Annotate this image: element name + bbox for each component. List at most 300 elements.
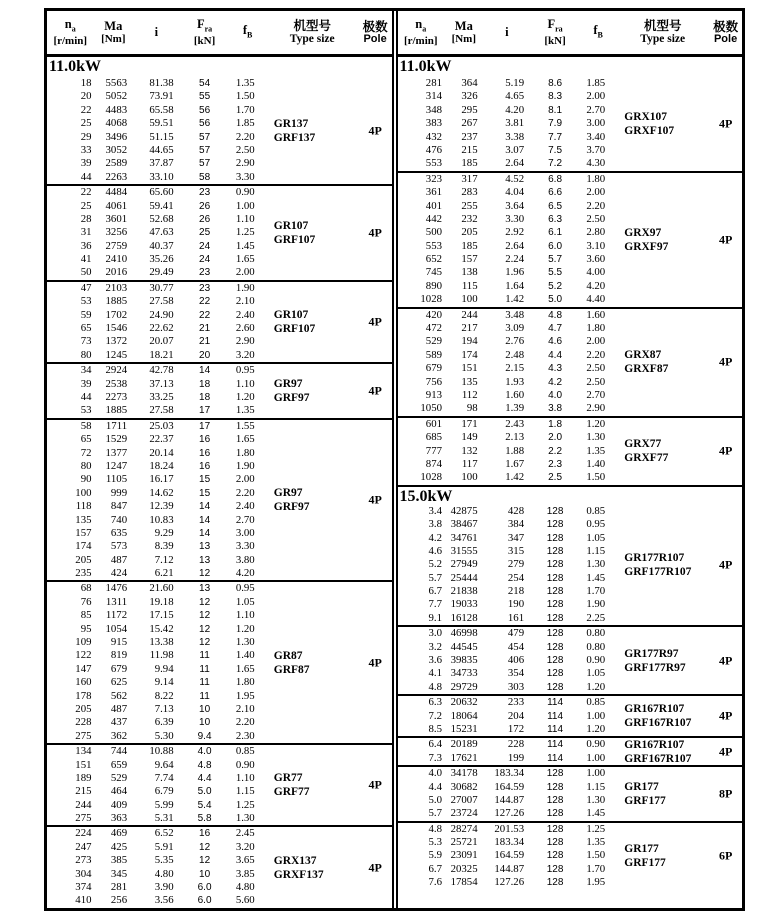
fra-value: 16 [199, 828, 211, 840]
type-size-line: GRX137 [273, 854, 317, 867]
na-value: 41 [80, 253, 92, 266]
torque-value: 244 [461, 308, 478, 321]
ratio-value: 354 [507, 667, 525, 680]
fb-value: 1.20 [235, 390, 255, 403]
fb-value: 2.90 [586, 402, 606, 415]
torque-value: 174 [461, 348, 478, 361]
table-row [47, 500, 392, 513]
fra-value: 11 [199, 690, 210, 702]
torque-value: 115 [461, 279, 478, 292]
fra-value: 12 [199, 623, 211, 635]
torque-value: 1885 [105, 404, 128, 417]
ratio-value: 5.99 [154, 798, 174, 811]
fb-value: 3.00 [235, 526, 255, 539]
table-row [47, 295, 392, 308]
type-size-line: GRF177R107 [624, 565, 692, 578]
col-header-fb [580, 24, 616, 40]
column-header-row [47, 11, 392, 57]
na-value: 432 [425, 130, 442, 143]
fb-value: 1.30 [235, 636, 255, 649]
fra-value: 13 [199, 583, 211, 595]
col-symbol-fra: $F_{ra}$ [547, 17, 563, 34]
torque-value: 267 [461, 117, 478, 130]
fb-value: 2.80 [586, 226, 606, 239]
table-row [47, 157, 392, 170]
na-value: 589 [425, 348, 442, 361]
power-rating-title: 11.0kW [399, 58, 452, 75]
table-row [47, 827, 392, 840]
table-row [398, 807, 743, 820]
ratio-value: 3.64 [505, 199, 525, 212]
table-row [398, 681, 743, 694]
col-subscript-fra: ra [204, 24, 213, 34]
table-row [47, 404, 392, 417]
na-value: 95 [80, 622, 92, 635]
col-subscript-fb: B [247, 30, 253, 40]
torque-value: 98 [466, 402, 478, 415]
na-value: 4.2 [428, 531, 442, 544]
ratio-value: 172 [507, 722, 525, 735]
ratio-value: 81.38 [149, 77, 174, 89]
na-value: 4.8 [428, 822, 442, 835]
na-value: 500 [425, 226, 442, 239]
ratio-value: 33.10 [149, 170, 174, 183]
fb-value: 2.30 [235, 729, 255, 742]
fb-value: 0.90 [586, 738, 606, 751]
table-row [398, 280, 743, 293]
fra-value: 128 [546, 794, 564, 806]
na-value: 174 [75, 540, 92, 553]
na-value: 1028 [420, 293, 442, 306]
fb-value: 1.80 [586, 172, 606, 185]
col-header-cn-pole: 极数 [713, 18, 739, 34]
fb-value: 0.90 [235, 758, 255, 771]
torque-value: 1245 [105, 348, 128, 361]
torque-value: 23724 [450, 807, 478, 820]
panel-left [47, 11, 392, 908]
ratio-value: 204 [507, 709, 525, 722]
gear-block [398, 77, 743, 171]
fra-value: 7.2 [548, 158, 563, 170]
torque-value: 915 [110, 636, 128, 649]
fra-value: 3.8 [548, 403, 563, 415]
torque-value: 46998 [450, 627, 478, 640]
fra-value: 24 [199, 254, 211, 266]
torque-value: 1172 [105, 609, 128, 622]
na-value: 3.6 [428, 654, 442, 667]
torque-value: 3256 [105, 226, 128, 239]
table-row [47, 240, 392, 253]
na-value: 134 [75, 745, 92, 758]
fb-value: 3.20 [235, 348, 255, 361]
fra-value: 12 [199, 841, 211, 853]
ratio-value: 384 [507, 518, 525, 531]
table-row [47, 567, 392, 580]
table-row [47, 663, 392, 676]
ratio-value: 4.80 [154, 867, 174, 880]
torque-value: 740 [110, 513, 128, 526]
na-value: 890 [425, 279, 442, 292]
pole-label: 4P [368, 225, 382, 240]
fb-value: 1.95 [235, 689, 255, 702]
col-header-cn-pole: 极数 [362, 18, 388, 34]
torque-value: 18064 [450, 709, 478, 722]
torque-value: 409 [110, 798, 128, 811]
torque-value: 1476 [105, 582, 128, 595]
torque-value: 138 [461, 266, 478, 279]
fra-value: 23 [199, 267, 211, 279]
ratio-value: 164.59 [494, 780, 525, 793]
fb-value: 3.65 [235, 854, 255, 867]
fra-value: 4.8 [548, 309, 563, 321]
ratio-value: 3.09 [505, 322, 525, 335]
na-value: 58 [80, 419, 92, 432]
col-unit-na: [r/min] [53, 34, 88, 47]
torque-value: 31555 [450, 544, 478, 557]
ratio-value: 11.98 [149, 649, 174, 662]
torque-value: 2263 [105, 170, 128, 183]
torque-value: 1885 [105, 295, 128, 308]
fra-value: 58 [199, 171, 211, 183]
ratio-value: 127.26 [494, 876, 525, 889]
na-value: 160 [75, 676, 92, 689]
torque-value: 425 [110, 840, 128, 853]
torque-value: 117 [461, 457, 478, 470]
na-value: 4.1 [428, 667, 442, 680]
ratio-value: 5.91 [154, 840, 174, 853]
ratio-value: 1.42 [505, 471, 525, 484]
fb-value: 1.90 [586, 598, 606, 611]
pole-label: 4P [368, 123, 382, 138]
torque-value: 44545 [450, 640, 478, 653]
fra-value: 4.4 [197, 772, 212, 784]
fb-value: 2.00 [586, 335, 606, 348]
ratio-value: 52.68 [149, 212, 174, 225]
table-row [398, 117, 743, 130]
fra-value: 4.7 [548, 323, 563, 335]
table-row [398, 173, 743, 186]
torque-value: 29729 [450, 680, 478, 693]
na-value: 47 [80, 281, 92, 294]
fra-value: 114 [547, 752, 564, 764]
fra-value: 114 [547, 710, 564, 722]
col-header-en-type: Type size [640, 33, 686, 46]
torque-value: 132 [461, 444, 478, 457]
fb-value: 1.10 [235, 377, 255, 390]
type-size-label [274, 649, 310, 677]
torque-value: 2410 [105, 253, 128, 266]
fra-value: 8.3 [548, 91, 563, 103]
table-row [398, 144, 743, 157]
fra-value: 5.2 [548, 280, 563, 292]
fb-value: 2.10 [235, 702, 255, 715]
fb-value: 2.20 [235, 486, 255, 499]
fb-value: 2.90 [235, 157, 255, 170]
na-value: 147 [75, 662, 92, 675]
fra-value: 128 [546, 863, 564, 875]
ratio-value: 59.41 [149, 199, 174, 212]
torque-value: 256 [110, 894, 128, 907]
fb-value: 3.85 [235, 867, 255, 880]
col-header-en-pole: Pole [713, 33, 738, 46]
type-size-label [624, 348, 668, 376]
torque-value: 25721 [450, 836, 478, 849]
ratio-value: 8.39 [154, 540, 174, 553]
fb-value: 2.10 [235, 295, 255, 308]
na-value: 8.5 [428, 722, 442, 735]
fb-value: 3.60 [586, 253, 606, 266]
ratio-value: 1.67 [505, 457, 525, 470]
ratio-value: 1.93 [505, 375, 525, 388]
torque-value: 21838 [450, 585, 478, 598]
fb-value: 1.60 [586, 308, 606, 321]
torque-value: 1702 [105, 308, 128, 321]
na-value: 7.2 [428, 709, 442, 722]
fb-value: 3.00 [586, 117, 606, 130]
ratio-value: 233 [507, 696, 525, 709]
table-row [47, 349, 392, 362]
col-symbol-fra: $F_{ra}$ [196, 17, 213, 34]
na-value: 383 [425, 117, 442, 130]
fra-value: 57 [199, 144, 211, 156]
torque-value: 100 [461, 471, 478, 484]
torque-value: 529 [110, 771, 128, 784]
ratio-value: 2.92 [505, 226, 525, 239]
type-size-line: GRF97 [273, 391, 310, 404]
ratio-value: 4.04 [505, 186, 525, 199]
ratio-value: 199 [507, 751, 525, 764]
col-unit-ma: [Nm] [101, 33, 126, 46]
na-value: 410 [75, 894, 92, 907]
na-value: 3.4 [428, 504, 442, 517]
gear-block [47, 825, 392, 907]
fb-value: 1.65 [235, 662, 255, 675]
na-value: 109 [75, 636, 92, 649]
na-value: 18 [80, 77, 92, 89]
type-size-line: GR107 [273, 219, 309, 232]
na-value: 275 [75, 812, 92, 825]
fb-value: 1.05 [586, 531, 606, 544]
na-value: 1028 [420, 471, 442, 484]
fb-value: 1.90 [235, 281, 255, 294]
na-value: 44 [80, 390, 92, 403]
fb-value: 2.40 [235, 500, 255, 513]
table-row [398, 767, 743, 780]
torque-value: 4061 [105, 199, 128, 212]
fb-value: 1.20 [586, 680, 606, 693]
ratio-value: 44.65 [149, 143, 174, 156]
col-symbol-i: i [154, 24, 159, 39]
fra-value: 22 [199, 296, 211, 308]
table-row [47, 322, 392, 335]
type-size-line: GRXF77 [624, 452, 669, 465]
torque-value: 1372 [105, 335, 128, 348]
fra-value: 11 [199, 663, 210, 675]
table-row [398, 90, 743, 103]
fb-value: 3.80 [235, 553, 255, 566]
fra-value: 11 [199, 650, 210, 662]
ratio-value: 2.76 [505, 335, 525, 348]
table-row [47, 609, 392, 622]
fra-value: 21 [199, 336, 211, 348]
fb-value: 0.95 [235, 582, 255, 595]
fb-value: 1.20 [235, 622, 255, 635]
na-value: 5.7 [428, 807, 442, 820]
na-value: 553 [425, 239, 442, 252]
panel-right [398, 11, 743, 908]
type-size-line: GRXF87 [624, 363, 669, 376]
col-header-cn-type: 机型号 [643, 18, 682, 34]
torque-value: 2016 [105, 266, 128, 279]
fra-value: 20 [199, 349, 211, 361]
fra-value: 114 [547, 697, 564, 709]
fra-value: 12 [199, 596, 211, 608]
type-size-label [624, 702, 691, 730]
gear-block [398, 694, 743, 736]
torque-value: 281 [110, 881, 128, 894]
fra-value: 5.0 [197, 786, 212, 798]
table-row [398, 641, 743, 654]
fb-value: 1.30 [235, 812, 255, 825]
fra-value: 2.5 [548, 472, 563, 484]
col-symbol-fb: $f_B$ [593, 23, 603, 40]
na-value: 39 [80, 157, 92, 170]
table-row [47, 730, 392, 743]
na-value: 215 [75, 785, 92, 798]
fb-value: 1.15 [235, 785, 255, 798]
table-row [398, 200, 743, 213]
na-value: 22 [80, 103, 92, 116]
torque-value: 317 [461, 172, 478, 185]
torque-value: 149 [461, 431, 478, 444]
table-row [47, 420, 392, 433]
na-value: 874 [425, 457, 442, 470]
type-size-label [274, 219, 316, 247]
ratio-value: 35.26 [149, 253, 174, 266]
fra-value: 128 [546, 641, 564, 653]
fb-value: 0.80 [586, 640, 606, 653]
fra-value: 7.9 [548, 118, 563, 130]
fb-value: 2.50 [586, 212, 606, 225]
table-row [47, 131, 392, 144]
fb-value: 1.55 [235, 419, 255, 432]
fb-value: 2.00 [235, 266, 255, 279]
torque-value: 847 [110, 500, 128, 513]
torque-value: 17854 [450, 876, 478, 889]
ratio-value: 1.39 [505, 402, 525, 415]
fb-value: 2.70 [586, 388, 606, 401]
torque-value: 232 [461, 212, 478, 225]
torque-value: 194 [461, 335, 478, 348]
type-size-line: GRF77 [273, 786, 310, 799]
fra-value: 16 [199, 434, 211, 446]
na-value: 348 [425, 103, 442, 116]
ratio-value: 1.96 [505, 266, 525, 279]
ratio-value: 2.64 [505, 157, 525, 170]
col-header-na [398, 18, 445, 46]
fb-value: 1.35 [235, 77, 255, 89]
na-value: 6.7 [428, 862, 442, 875]
fra-value: 18 [199, 391, 211, 403]
fb-value: 1.15 [586, 780, 606, 793]
na-value: 275 [75, 729, 92, 742]
pole-label: 6P [718, 848, 733, 863]
torque-value: 34733 [450, 667, 478, 680]
torque-value: 345 [110, 867, 128, 880]
ratio-value: 19.18 [149, 595, 174, 608]
fb-value: 4.20 [235, 567, 255, 580]
pole-label: 4P [718, 354, 733, 369]
ratio-value: 65.60 [149, 186, 174, 199]
fra-value: 1.8 [548, 418, 563, 430]
ratio-value: 3.56 [154, 894, 174, 907]
col-header-type [266, 19, 359, 45]
na-value: 374 [75, 881, 92, 894]
na-value: 34 [80, 364, 92, 377]
fb-value: 1.20 [586, 722, 606, 735]
fra-value: 4.2 [548, 376, 563, 388]
power-section [398, 57, 743, 485]
na-value: 314 [425, 90, 442, 103]
torque-value: 30682 [450, 780, 478, 793]
table-row [398, 226, 743, 239]
gear-block [47, 743, 392, 825]
ratio-value: 144.87 [494, 793, 525, 806]
na-value: 80 [80, 459, 92, 472]
fra-value: 6.3 [548, 213, 563, 225]
type-size-line: GRF177 [624, 794, 666, 807]
type-size-label [624, 780, 666, 808]
table-row [398, 293, 743, 306]
fb-value: 1.10 [235, 771, 255, 784]
fra-value: 18 [199, 378, 211, 390]
fb-value: 2.00 [235, 473, 255, 486]
fb-value: 2.20 [586, 199, 606, 212]
na-value: 679 [425, 362, 442, 375]
pole-label: 4P [368, 314, 382, 329]
type-size-label [624, 842, 666, 870]
fb-value: 1.80 [235, 676, 255, 689]
na-value: 9.1 [428, 611, 442, 624]
torque-value: 819 [110, 649, 128, 662]
ratio-value: 25.03 [149, 419, 174, 432]
fra-value: 23 [199, 282, 211, 294]
table-row [398, 612, 743, 625]
torque-value: 215 [461, 143, 478, 156]
na-value: 59 [80, 308, 92, 321]
fb-value: 1.30 [586, 793, 606, 806]
panel-content [47, 57, 392, 908]
torque-value: 20189 [450, 738, 478, 751]
fra-value: 128 [546, 505, 564, 517]
na-value: 4.0 [428, 767, 442, 780]
torque-value: 185 [461, 239, 478, 252]
fb-value: 0.90 [586, 654, 606, 667]
fb-value: 1.15 [586, 544, 606, 557]
torque-value: 135 [461, 375, 478, 388]
na-value: 65 [80, 433, 92, 446]
na-value: 553 [425, 157, 442, 170]
ratio-value: 18.21 [149, 348, 174, 361]
torque-value: 39835 [450, 654, 478, 667]
gear-block [398, 821, 743, 890]
torque-value: 635 [110, 526, 128, 539]
na-value: 913 [425, 388, 442, 401]
col-unit-na: [r/min] [403, 34, 438, 47]
type-size-line: GRF177R97 [624, 661, 686, 674]
ratio-value: 254 [507, 571, 525, 584]
na-value: 1050 [420, 402, 442, 415]
